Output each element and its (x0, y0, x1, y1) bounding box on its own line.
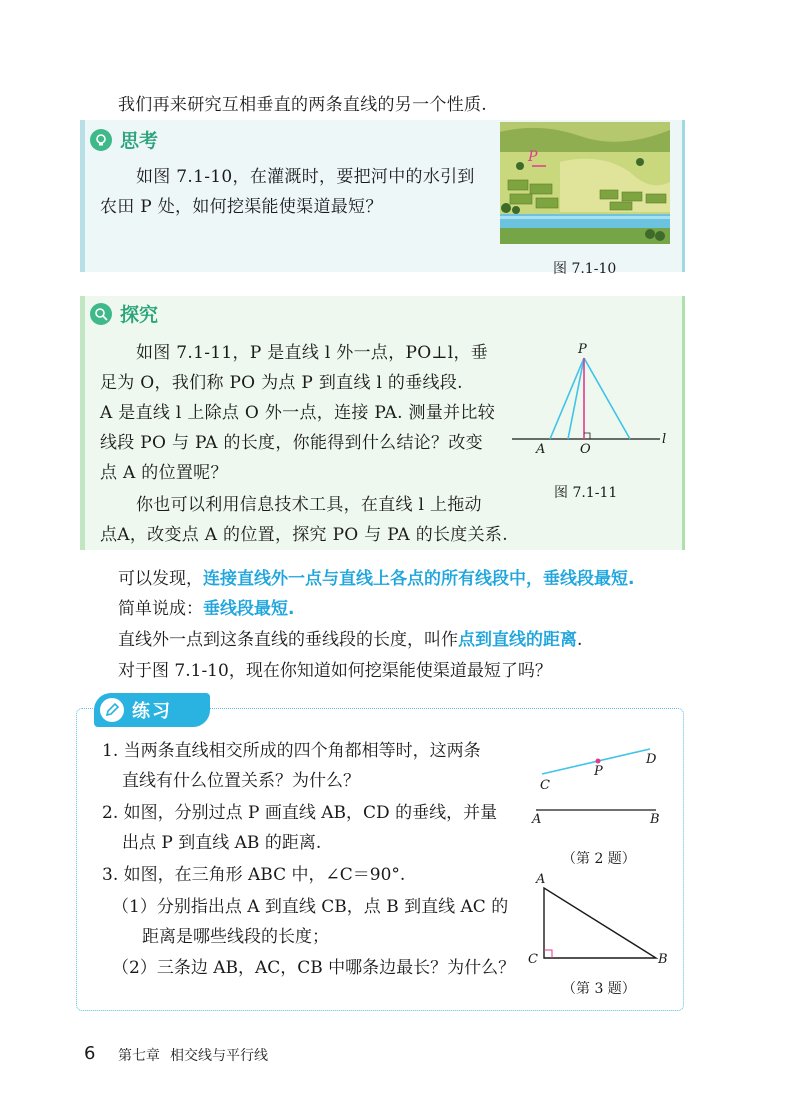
practice-q3-1-line-1: （1）分别指出点 A 到直线 CB，点 B 到直线 AC 的 (112, 897, 509, 917)
irrigation-illustration (500, 122, 670, 244)
practice-q2-line-1: 2. 如图，分别过点 P 画直线 AB，CD 的垂线，并量 (102, 803, 498, 823)
explore-line-6: 你也可以利用信息技术工具，在直线 l 上拖动 (136, 495, 482, 515)
conclusion-3-suffix: . (577, 630, 583, 650)
q2-label-C: C (540, 778, 550, 793)
practice-q1-line-1: 1. 当两条直线相交所成的四个角都相等时，这两条 (102, 741, 481, 761)
think-figure-caption: 图 7.1-10 (553, 261, 617, 277)
explore-figure-caption: 图 7.1-11 (554, 485, 618, 501)
footer-chapter: 第七章 (118, 1048, 160, 1064)
footer-title: 相交线与平行线 (170, 1048, 268, 1064)
explore-header (90, 300, 158, 327)
explore-line-3: A 是直线 l 上除点 O 外一点，连接 PA. 测量并比较 (100, 403, 496, 423)
think-header (90, 126, 158, 153)
question-2-figure (526, 742, 676, 832)
conclusion-line-4: 对于图 7.1-10，现在你知道如何挖渠能使渠道最短了吗？ (118, 661, 552, 681)
conclusion-line-3 (118, 625, 582, 650)
q3-label-B: B (658, 952, 668, 967)
conclusion-1-prefix: 可以发现， (118, 569, 203, 589)
figure-label-l: l (662, 432, 667, 447)
practice-tab (94, 693, 210, 727)
perpendicular-figure (508, 342, 676, 462)
magnifier-icon (90, 303, 112, 325)
practice-title: 练习 (132, 701, 172, 722)
pencil-icon (100, 698, 124, 722)
q2-label-B: B (650, 812, 660, 827)
q2-label-A: A (532, 812, 542, 827)
question-3-caption: （第 3 题） (562, 981, 636, 997)
q3-label-A: A (536, 872, 546, 887)
practice-q3: 3. 如图，在三角形 ABC 中，∠C＝90°. (102, 865, 406, 885)
think-line-1: 如图 7.1-10，在灌溉时，要把河中的水引到 (136, 167, 475, 187)
explore-line-5: 点 A 的位置呢？ (100, 463, 228, 483)
explore-line-1: 如图 7.1-11，P 是直线 l 外一点，PO⊥l，垂 (136, 343, 489, 363)
irrigation-point-label: P (528, 149, 538, 165)
explore-title: 探究 (120, 304, 159, 326)
lightbulb-icon (90, 129, 112, 151)
explore-line-7: 点A，改变点 A 的位置，探究 PO 与 PA 的长度关系. (100, 525, 508, 545)
conclusion-1-highlight: 连接直线外一点与直线上各点的所有线段中，垂线段最短. (203, 569, 635, 589)
explore-line-4: 线段 PO 与 PA 的长度，你能得到什么结论？改变 (100, 433, 483, 453)
explore-line-2: 足为 O，我们称 PO 为点 P 到直线 l 的垂线段. (100, 373, 463, 393)
practice-q1-line-2: 直线有什么位置关系？为什么？ (122, 771, 360, 791)
question-3-figure (526, 872, 676, 972)
figure-label-A: A (536, 442, 546, 457)
q2-label-D: D (646, 752, 657, 767)
conclusion-line-1 (118, 564, 634, 589)
conclusion-2-prefix: 简单说成： (118, 599, 203, 619)
think-line-2: 农田 P 处，如何挖渠能使渠道最短？ (100, 197, 383, 217)
figure-label-P: P (578, 342, 587, 357)
q3-label-C: C (528, 952, 538, 967)
practice-q2-line-2: 出点 P 到直线 AB 的距离. (122, 833, 322, 853)
q2-label-P: P (594, 764, 603, 779)
intro-text: 我们再来研究互相垂直的两条直线的另一个性质. (118, 95, 488, 115)
practice-q3-1-line-2: 距离是哪些线段的长度； (142, 927, 329, 947)
think-title: 思考 (120, 130, 159, 152)
question-2-caption: （第 2 题） (562, 851, 636, 867)
conclusion-3-prefix: 直线外一点到这条直线的垂线段的长度，叫作 (118, 630, 458, 650)
figure-label-O: O (580, 442, 591, 457)
conclusion-3-highlight: 点到直线的距离 (458, 630, 577, 650)
page-number: 6 (84, 1043, 96, 1064)
practice-q3-2: （2）三条边 AB，AC，CB 中哪条边最长？为什么？ (112, 958, 516, 978)
conclusion-line-2 (118, 594, 294, 619)
conclusion-2-highlight: 垂线段最短. (203, 599, 295, 619)
